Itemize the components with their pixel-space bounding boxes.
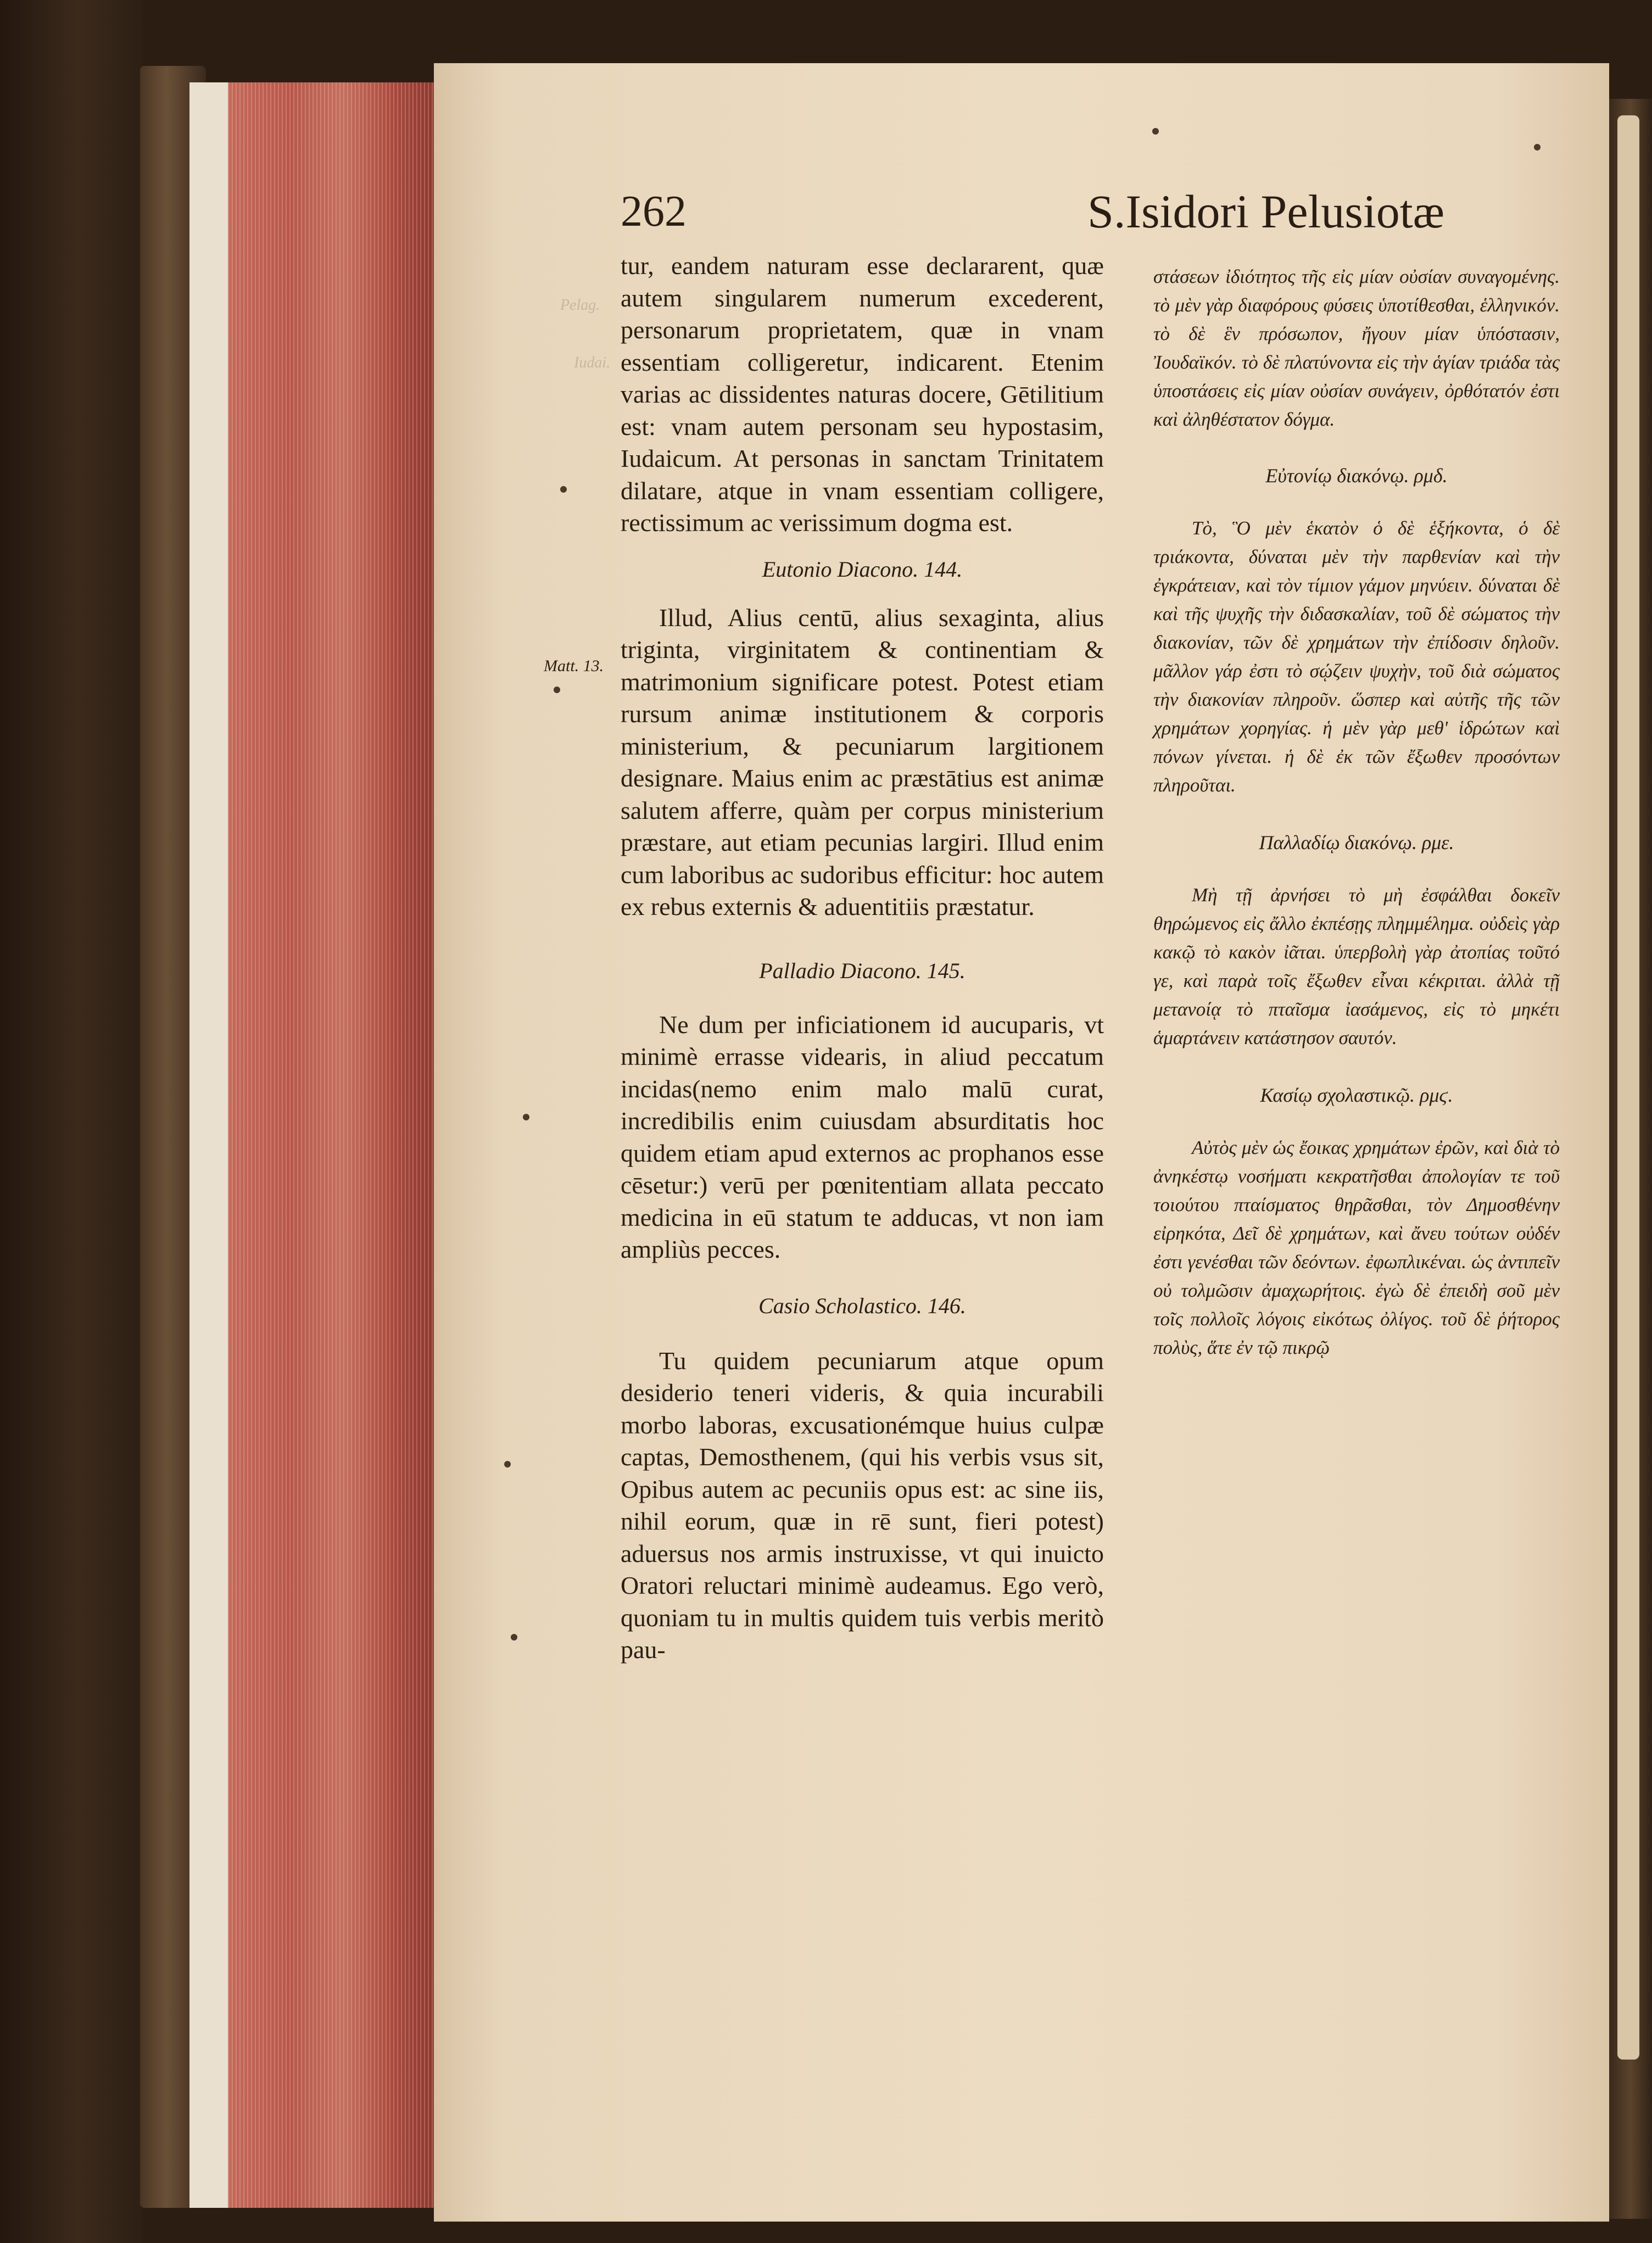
greek-letter-heading: Εὐτονίῳ διακόνῳ. ρμδ.	[1265, 465, 1448, 487]
latin-column	[621, 250, 1104, 1666]
background	[0, 0, 143, 2243]
latin-paragraph: Ne dum per inficiationem id aucuparis, vt minimè errasse videaris, in aliud peccatum incidas(nemo enim malo malū curat, incredibilis enim cuiusdam absurditatis hoc quidem etiam apud externos ac prophanos esse cēsetur:) verū per pœnitentiam allata peccato medicina in eū statum te adducas, vt non iam ampliùs pecces.	[621, 1010, 1104, 1263]
page-edges-red	[228, 82, 437, 2208]
greek-letter-heading: Παλλαδίῳ διακόνῳ. ρμε.	[1259, 832, 1454, 853]
page-header	[621, 181, 1444, 242]
greek-paragraph: Μὴ τῇ ἀρνήσει τὸ μὴ ἐσφάλθαι δοκεῖν θηρώμενος εἰς ἄλλο ἐκπέσῃς πλημμέλημα. οὐδεὶς γὰρ κακῷ τὸ κακὸν ἰᾶται. ὑπερβολὴ γὰρ ἀτοπίας τοῦτό γε, καὶ παρὰ τοῖς ἔξωθεν εἶναι κέκριται. ἀλλὰ τῇ μετανοίᾳ τὸ πταῖσμα ἰασάμενος, εἰς τὸ μηκέτι ἁμαρτάνειν κατάστησον σαυτόν.	[1153, 884, 1560, 1048]
bleed-through: Iudai.	[574, 354, 611, 371]
facing-page-edge	[1617, 115, 1639, 2060]
bleed-through: Pelag.	[560, 297, 600, 314]
greek-paragraph: Τὸ, Ὃ μὲν ἑκατὸν ὁ δὲ ἑξήκοντα, ὁ δὲ τριάκοντα, δύναται μὲν τὴν παρθενίαν καὶ τὴν ἐγκράτειαν, καὶ τὸν τίμιον γάμον μηνύειν. δύναται δὲ καὶ τῆς ψυχῆς τὴν διδασκαλίαν, τοῦ δὲ σώματος τὴν διακονίαν, τῶν δὲ χρημάτων τὴν ἐπίδοσιν δηλοῦν. μᾶλλον γάρ ἐστι τὸ σῴζειν ψυχὴν, τοῦ διὰ σώματος τὴν διακονίαν πληροῦν. ὥσπερ καὶ αὐτῆς τῆς τῶν χρημάτων χορηγίας. ἡ μὲν γὰρ μεθ' ἱδρώτων καὶ πόνων γίνεται. ἡ δὲ ἐκ τῶν ἔξωθεν προσόντων πληροῦται.	[1153, 517, 1560, 796]
latin-paragraph: Illud, Alius centū, alius sexaginta, alius triginta, virginitatem & continentiam & matrimonium significare potest. Potest etiam rursum animæ institutionem & corporis ministerium, & pecuniarum largitionem designare. Maius enim ac præstātius est animæ salutem afferre, quàm per corpus ministerium præstare, aut etiam pecunias largiri. Illud enim cum laboribus ac sudoribus efficitur: hoc autem ex rebus externis & aduentitiis præstatur.	[621, 603, 1104, 920]
page-number: 262	[621, 187, 687, 236]
endpaper	[189, 82, 228, 2208]
latin-paragraph: Tu quidem pecuniarum atque opum desiderio teneri videris, & quia incurabili morbo laboras, excusationémque huius culpæ captas, Demosthenem, (qui his verbis vsus sit, Opibus autem ac pecuniis opus est: ac sine iis, nihil eorum, quæ in rē sunt, fieri potest) aduersus nos armis instruxisse, vt qui inuicto Oratori reluctari minimè audeamus. Ego verò, quoniam tu in multis quidem tuis verbis meritò pau-	[621, 1346, 1104, 1664]
ink-spot	[523, 1114, 529, 1120]
ink-spot	[504, 1461, 511, 1468]
latin-letter-heading: Casio Scholastico. 146.	[758, 1293, 966, 1318]
greek-paragraph: Αὐτὸς μὲν ὡς ἔοικας χρημάτων ἐρῶν, καὶ διὰ τὸ ἀνηκέστῳ νοσήματι κεκρατῆσθαι ἀπολογίαν τε τοῦ τοιούτου πταίσματος θηρᾶσθαι, τὸν Δημοσθένην εἰρηκότα, Δεῖ δὲ χρημάτων, καὶ ἄνευ τούτων οὐδέν ἐστι γενέσθαι τῶν δεόντων. ἐφωπλικέναι. ὡς ἀντιπεῖν οὐ τολμῶσιν ἀμαχωρήτοις. ἐγὼ δὲ ἐπειδὴ σοῦ μὲν τοῖς πολλοῖς λόγοις εἰκότως ὀλίγος. τοῦ δὲ ῥήτορος πολὺς, ἅτε ἐν τῷ πικρῷ	[1153, 1137, 1560, 1358]
greek-letter-heading: Κασίῳ σχολαστικῷ. ρμϛ.	[1260, 1084, 1453, 1106]
latin-letter-heading: Eutonio Diacono. 144.	[762, 556, 963, 582]
margin-reference: Matt. 13.	[544, 657, 604, 675]
latin-letter-heading: Palladio Diacono. 145.	[759, 958, 965, 983]
running-title: S.Isidori Pelusiotæ	[1087, 185, 1444, 238]
ink-spot	[554, 687, 560, 693]
ink-spot	[1534, 144, 1541, 150]
ink-spot	[511, 1634, 517, 1641]
greek-column	[1153, 263, 1560, 1362]
latin-paragraph: tur, eandem naturam esse declararent, quæ autem singularem numerum excederent, personarum proprietatem, quæ in vnam essentiam colligeretur, indicarent. Etenim varias ac dissidentes naturas docere, Gētilitium est: vnam autem personam seu hypostasim, Iudaicum. At personas in sanctam Trinitatem dilatare, atque in vnam essentiam colligere, rectissimum ac verissimum dogma est.	[621, 252, 1104, 537]
ink-spot	[1152, 128, 1159, 135]
greek-paragraph: στάσεων ἰδιότητος τῆς εἰς μίαν οὐσίαν συναγομένης. τὸ μὲν γὰρ διαφόρους φύσεις ὑποτίθεσθαι, ἑλληνικόν. τὸ δὲ ἓν πρόσωπον, ἤγουν μίαν ὑπόστασιν, Ἰουδαϊκόν. τὸ δὲ πλατύνοντα εἰς τὴν ἁγίαν τριάδα τὰς ὑποστάσεις εἰς μίαν οὐσίαν συνάγειν, ὀρθότατόν ἐστι καὶ ἀληθέστατον δόγμα.	[1153, 266, 1560, 430]
ink-spot	[560, 486, 567, 493]
